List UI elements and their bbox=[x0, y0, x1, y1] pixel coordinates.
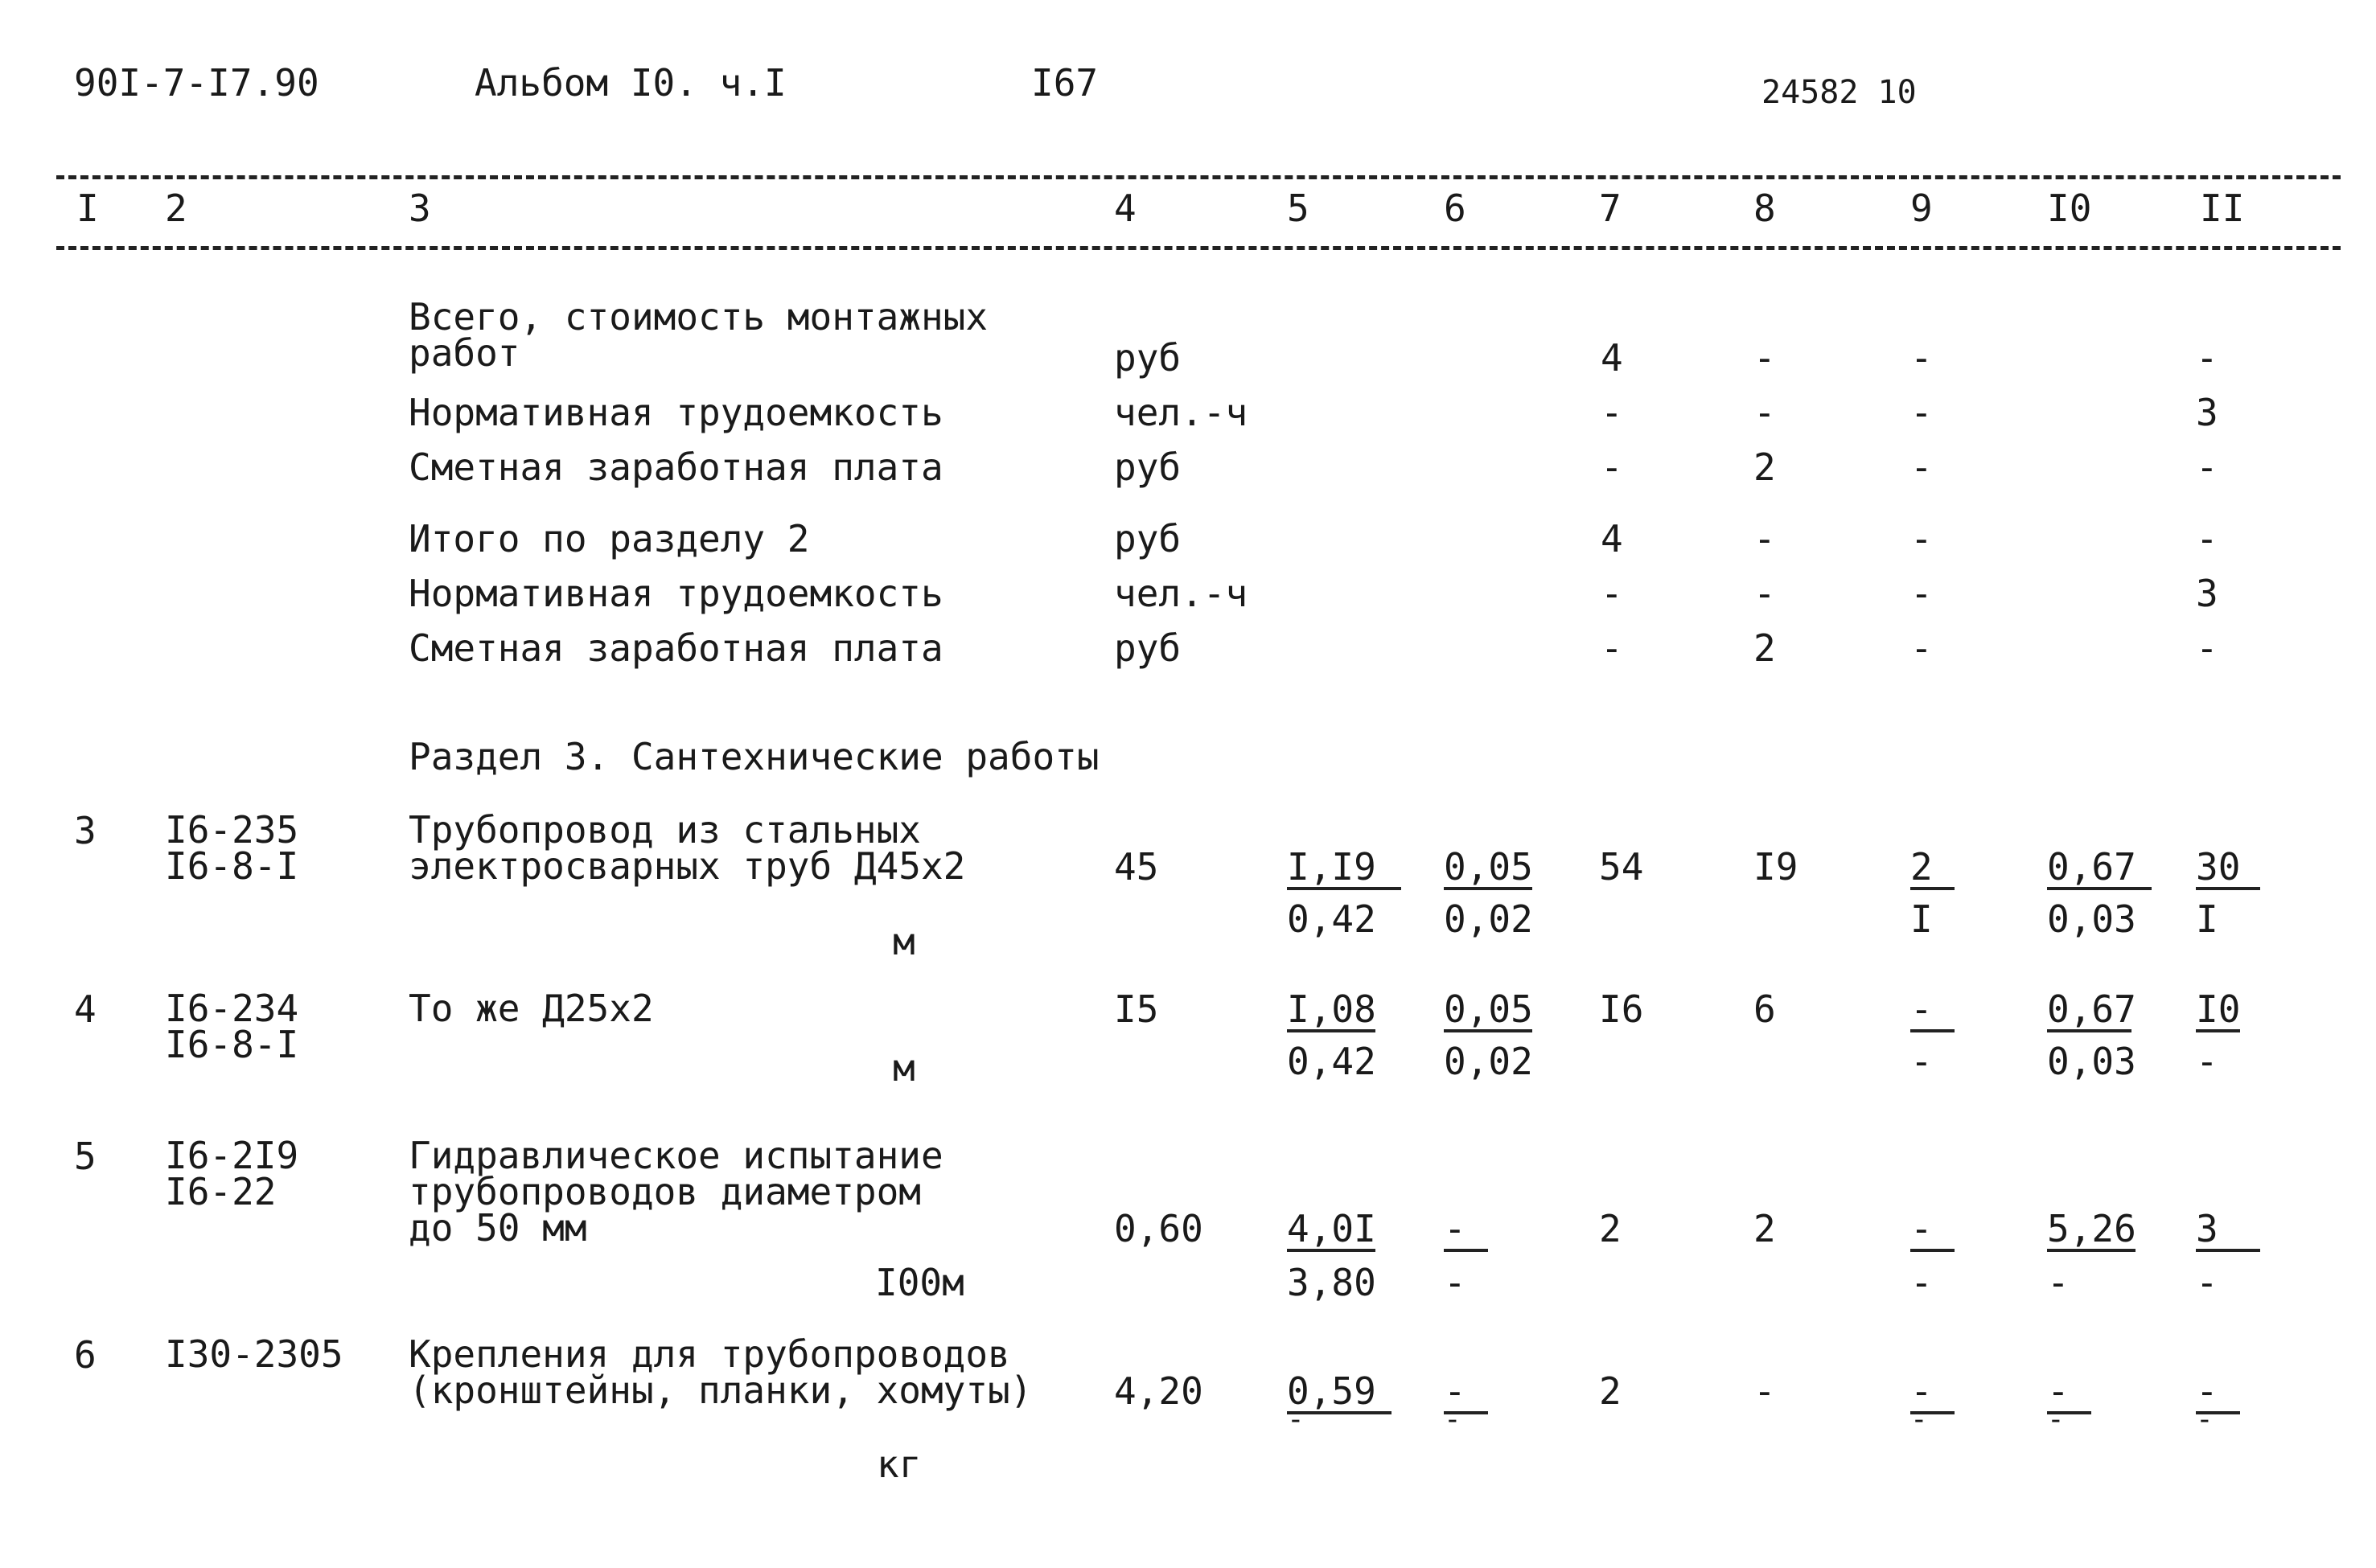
item-qty: I5 bbox=[1114, 987, 1159, 1031]
header-rule-top bbox=[56, 175, 2341, 179]
item-qty: 0,60 bbox=[1114, 1207, 1203, 1250]
summary-col11: 3 bbox=[2196, 572, 2218, 615]
header-rule-bottom bbox=[56, 246, 2341, 250]
item-col6-top: 0,05 bbox=[1444, 845, 1533, 889]
item-col9-bottom: - bbox=[1910, 1261, 1933, 1304]
summary-col11: - bbox=[2196, 445, 2218, 489]
summary-unit: руб bbox=[1114, 445, 1182, 489]
item-unit: м bbox=[893, 920, 915, 963]
summary-col9: - bbox=[1910, 445, 1933, 489]
item-col5-top: I,08 bbox=[1287, 987, 1376, 1031]
item-col5-top: 0,59 bbox=[1287, 1373, 1391, 1414]
item-col6-top: - bbox=[1444, 1210, 1488, 1252]
item-col9-top: - bbox=[1910, 991, 1955, 1032]
summary-col7: - bbox=[1601, 391, 1623, 434]
item-col9-bottom: I bbox=[1910, 897, 1933, 941]
item-col6-top: - bbox=[1444, 1373, 1488, 1414]
item-number: 6 bbox=[74, 1333, 97, 1377]
item-col9-top: 2 bbox=[1910, 848, 1955, 890]
summary-col9: - bbox=[1910, 572, 1933, 615]
item-col5-bottom: 3,80 bbox=[1287, 1261, 1376, 1304]
summary-col9: - bbox=[1910, 336, 1933, 380]
item-col11-bottom: I bbox=[2196, 897, 2218, 941]
item-col10-top: - bbox=[2047, 1373, 2091, 1414]
item-col6-bottom: 0,02 bbox=[1444, 897, 1533, 941]
summary-col7: - bbox=[1601, 572, 1623, 615]
summary-name: Итого по разделу 2 bbox=[409, 517, 810, 560]
item-col8: I9 bbox=[1753, 845, 1798, 889]
item-col6-bottom: - bbox=[1444, 1261, 1466, 1304]
item-code: I6-2I9 I6-22 bbox=[165, 1134, 299, 1213]
summary-unit: руб bbox=[1114, 517, 1182, 560]
item-code: I6-235 I6-8-I bbox=[165, 808, 299, 888]
item-col7: 2 bbox=[1599, 1369, 1622, 1413]
item-col10-top: 0,67 bbox=[2047, 848, 2152, 890]
summary-unit: чел.-ч bbox=[1114, 572, 1248, 615]
summary-col11: - bbox=[2196, 517, 2218, 560]
col-header-2: 2 bbox=[165, 187, 187, 230]
summary-col7: 4 bbox=[1601, 517, 1623, 560]
item-col8: 6 bbox=[1753, 987, 1776, 1031]
summary-name: Нормативная трудоемкость bbox=[409, 391, 943, 434]
item-col11-bottom: - bbox=[2196, 1261, 2218, 1304]
summary-col8: - bbox=[1753, 391, 1776, 434]
col-header-11: II bbox=[2200, 187, 2245, 230]
item-col9-top: - bbox=[1910, 1210, 1955, 1252]
item-col9-bottom: - bbox=[1910, 1403, 1928, 1436]
summary-col8: 2 bbox=[1753, 626, 1776, 670]
item-qty: 4,20 bbox=[1114, 1369, 1203, 1413]
col-header-1: I bbox=[76, 187, 99, 230]
col-header-8: 8 bbox=[1753, 187, 1776, 230]
summary-name: Сметная заработная плата bbox=[409, 626, 943, 670]
col-header-5: 5 bbox=[1287, 187, 1309, 230]
summary-col11: - bbox=[2196, 626, 2218, 670]
col-header-4: 4 bbox=[1114, 187, 1137, 230]
col-header-7: 7 bbox=[1599, 187, 1622, 230]
item-col5-bottom: 0,42 bbox=[1287, 1040, 1376, 1083]
sheet-number: 24582 10 bbox=[1761, 74, 1917, 111]
item-col10-bottom: 0,03 bbox=[2047, 1040, 2136, 1083]
item-unit: м bbox=[893, 1046, 915, 1090]
item-unit: кг bbox=[877, 1443, 922, 1486]
item-col6-bottom: - bbox=[1444, 1403, 1461, 1436]
item-col11-top: 30 bbox=[2196, 848, 2260, 890]
summary-col7: - bbox=[1601, 626, 1623, 670]
item-code: I30-2305 bbox=[165, 1332, 343, 1376]
summary-col9: - bbox=[1910, 517, 1933, 560]
item-col11-bottom: - bbox=[2196, 1403, 2214, 1436]
item-col5-bottom: - bbox=[1287, 1403, 1305, 1436]
summary-unit: чел.-ч bbox=[1114, 391, 1248, 434]
summary-name: Всего, стоимость монтажных работ bbox=[409, 295, 989, 375]
item-col9-top: - bbox=[1910, 1373, 1955, 1414]
item-code: I6-234 I6-8-I bbox=[165, 987, 299, 1066]
item-col7: 2 bbox=[1599, 1207, 1622, 1250]
item-col7: I6 bbox=[1599, 987, 1644, 1031]
summary-col7: 4 bbox=[1601, 336, 1623, 380]
item-col11-bottom: - bbox=[2196, 1040, 2218, 1083]
summary-col9: - bbox=[1910, 391, 1933, 434]
summary-name: Нормативная трудоемкость bbox=[409, 572, 943, 615]
col-header-6: 6 bbox=[1444, 187, 1466, 230]
item-col10-bottom: 0,03 bbox=[2047, 897, 2136, 941]
item-col10-bottom: - bbox=[2047, 1403, 2065, 1436]
item-name: То же Д25х2 bbox=[409, 987, 654, 1030]
item-number: 4 bbox=[74, 987, 97, 1031]
section-title: Раздел 3. Сантехнические работы bbox=[409, 735, 1100, 778]
col-header-3: 3 bbox=[409, 187, 431, 230]
item-col8: - bbox=[1753, 1369, 1776, 1413]
item-name: Крепления для трубопроводов (кронштейны, планки, хомуты) bbox=[409, 1332, 1033, 1412]
item-col10-top: 0,67 bbox=[2047, 987, 2136, 1031]
item-col11-top: I0 bbox=[2196, 987, 2241, 1031]
summary-unit: руб bbox=[1114, 626, 1182, 670]
summary-col8: - bbox=[1753, 517, 1776, 560]
item-unit: I00м bbox=[875, 1261, 964, 1304]
item-col10-top: 5,26 bbox=[2047, 1207, 2136, 1250]
item-col7: 54 bbox=[1599, 845, 1644, 889]
item-col6-bottom: 0,02 bbox=[1444, 1040, 1533, 1083]
item-qty: 45 bbox=[1114, 845, 1159, 889]
summary-col7: - bbox=[1601, 445, 1623, 489]
album-label: Альбом I0. ч.I bbox=[475, 61, 787, 105]
item-number: 3 bbox=[74, 809, 97, 852]
item-col5-top: 4,0I bbox=[1287, 1207, 1376, 1250]
item-name: Гидравлическое испытание трубопроводов диаметром до 50 мм bbox=[409, 1134, 943, 1250]
summary-col9: - bbox=[1910, 626, 1933, 670]
item-col5-bottom: 0,42 bbox=[1287, 897, 1376, 941]
summary-col8: - bbox=[1753, 336, 1776, 380]
item-col9-bottom: - bbox=[1910, 1040, 1933, 1083]
item-col8: 2 bbox=[1753, 1207, 1776, 1250]
document-code: 90I-7-I7.90 bbox=[74, 61, 319, 105]
summary-unit: руб bbox=[1114, 336, 1182, 380]
col-header-9: 9 bbox=[1910, 187, 1933, 230]
summary-col11: - bbox=[2196, 336, 2218, 380]
summary-name: Сметная заработная плата bbox=[409, 445, 943, 489]
summary-col11: 3 bbox=[2196, 391, 2218, 434]
summary-col8: 2 bbox=[1753, 445, 1776, 489]
page-number: I67 bbox=[1031, 61, 1099, 105]
summary-col8: - bbox=[1753, 572, 1776, 615]
item-name: Трубопровод из стальных электросварных труб Д45х2 bbox=[409, 808, 966, 888]
item-number: 5 bbox=[74, 1135, 97, 1178]
item-col10-bottom: - bbox=[2047, 1261, 2070, 1304]
col-header-10: I0 bbox=[2047, 187, 2092, 230]
item-col5-top: I,I9 bbox=[1287, 848, 1401, 890]
item-col6-top: 0,05 bbox=[1444, 987, 1533, 1031]
item-col11-top: 3 bbox=[2196, 1210, 2260, 1252]
item-col11-top: - bbox=[2196, 1373, 2240, 1414]
